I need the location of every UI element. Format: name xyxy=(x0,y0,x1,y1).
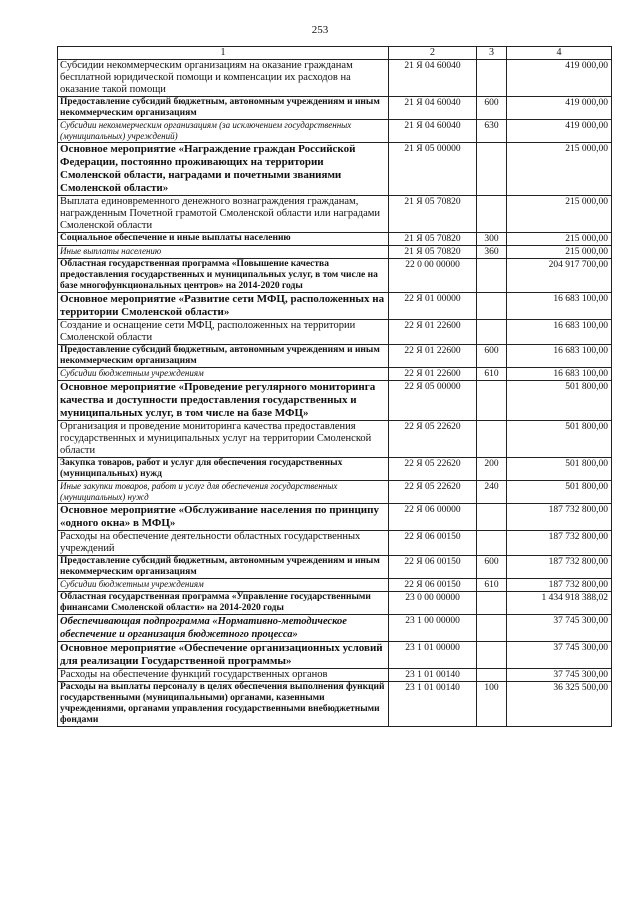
row-amount: 187 732 800,00 xyxy=(507,504,612,531)
row-code: 22 Я 05 00000 xyxy=(389,381,477,421)
row-expense-type xyxy=(477,421,507,458)
table-header-row xyxy=(58,47,612,60)
table-row xyxy=(58,246,612,259)
row-amount: 37 745 300,00 xyxy=(507,642,612,669)
row-expense-type: 240 xyxy=(477,481,507,504)
row-name: Предоставление субсидий бюджетным, автономным учреждениям и иным некоммерческим организациям xyxy=(58,97,389,120)
row-expense-type xyxy=(477,504,507,531)
row-name: Предоставление субсидий бюджетным, автономным учреждениям и иным некоммерческим организациям xyxy=(58,345,389,368)
table-row xyxy=(58,682,612,727)
row-expense-type: 100 xyxy=(477,682,507,727)
row-expense-type: 300 xyxy=(477,233,507,246)
row-name: Создание и оснащение сети МФЦ, расположенных на территории Смоленской области xyxy=(58,320,389,345)
row-name: Социальное обеспечение и иные выплаты населению xyxy=(58,233,389,246)
row-code: 22 Я 06 00000 xyxy=(389,504,477,531)
row-expense-type xyxy=(477,143,507,196)
header-col-1: 1 xyxy=(58,47,389,60)
row-amount: 501 800,00 xyxy=(507,481,612,504)
row-expense-type xyxy=(477,60,507,97)
row-code: 22 Я 05 22620 xyxy=(389,458,477,481)
row-name: Предоставление субсидий бюджетным, автономным учреждениям и иным некоммерческим организациям xyxy=(58,556,389,579)
header-col-2: 2 xyxy=(389,47,477,60)
row-expense-type: 600 xyxy=(477,345,507,368)
row-name: Субсидии бюджетным учреждениям xyxy=(58,579,389,592)
row-amount: 215 000,00 xyxy=(507,233,612,246)
row-name: Субсидии некоммерческим организациям на оказание гражданам бесплатной юридической помощи и компенсации их расходов на оказание такой помощи xyxy=(58,60,389,97)
row-name: Субсидии бюджетным учреждениям xyxy=(58,368,389,381)
row-amount: 204 917 700,00 xyxy=(507,259,612,293)
row-name: Закупка товаров, работ и услуг для обеспечения государственных (муниципальных) нужд xyxy=(58,458,389,481)
row-expense-type xyxy=(477,592,507,615)
page-number: 253 xyxy=(311,24,329,36)
row-code: 21 Я 04 60040 xyxy=(389,97,477,120)
table-row xyxy=(58,120,612,143)
table-row xyxy=(58,592,612,615)
row-amount: 501 800,00 xyxy=(507,458,612,481)
row-expense-type xyxy=(477,669,507,682)
row-code: 21 Я 05 00000 xyxy=(389,143,477,196)
row-name: Основное мероприятие «Обслуживание населения по принципу «одного окна» в МФЦ» xyxy=(58,504,389,531)
row-name: Областная государственная программа «Повышение качества предоставления государственных и муниципальных услуг, в том числе на базе многофункциональных центров» на 2014-2020 годы xyxy=(58,259,389,293)
row-amount: 187 732 800,00 xyxy=(507,531,612,556)
row-code: 21 Я 05 70820 xyxy=(389,233,477,246)
row-amount: 187 732 800,00 xyxy=(507,556,612,579)
row-amount: 16 683 100,00 xyxy=(507,320,612,345)
table-row xyxy=(58,531,612,556)
row-amount: 215 000,00 xyxy=(507,196,612,233)
row-name: Обеспечивающая подпрограмма «Нормативно-методическое обеспечение и организация бюджетного процесса» xyxy=(58,615,389,642)
table-row xyxy=(58,293,612,320)
row-code: 21 Я 05 70820 xyxy=(389,196,477,233)
budget-table xyxy=(57,46,612,727)
row-code: 21 Я 05 70820 xyxy=(389,246,477,259)
row-name: Выплата единовременного денежного вознаграждения гражданам, награжденным Почетной грамотой Смоленской области или наградами Смоленской области xyxy=(58,196,389,233)
row-name: Основное мероприятие «Развитие сети МФЦ, расположенных на территории Смоленской области» xyxy=(58,293,389,320)
row-amount: 501 800,00 xyxy=(507,421,612,458)
row-amount: 16 683 100,00 xyxy=(507,293,612,320)
row-expense-type xyxy=(477,381,507,421)
row-amount: 215 000,00 xyxy=(507,143,612,196)
row-name: Организация и проведение мониторинга качества предоставления государственных и муниципальных услуг на территории Смоленской области xyxy=(58,421,389,458)
row-expense-type: 600 xyxy=(477,556,507,579)
table-row xyxy=(58,143,612,196)
row-code: 22 Я 01 22600 xyxy=(389,320,477,345)
row-code: 22 Я 05 22620 xyxy=(389,481,477,504)
row-amount: 16 683 100,00 xyxy=(507,345,612,368)
row-expense-type xyxy=(477,531,507,556)
table-row xyxy=(58,642,612,669)
row-code: 21 Я 04 60040 xyxy=(389,60,477,97)
table-body xyxy=(58,60,612,727)
row-amount: 187 732 800,00 xyxy=(507,579,612,592)
row-code: 23 0 00 00000 xyxy=(389,592,477,615)
table-row xyxy=(58,368,612,381)
table-row xyxy=(58,259,612,293)
row-expense-type xyxy=(477,259,507,293)
row-expense-type: 610 xyxy=(477,579,507,592)
row-name: Расходы на выплаты персоналу в целях обеспечения выполнения функций государственными (муниципальными) органами, казенными учреждениями, органами управления государственными внебюджетными фондами xyxy=(58,682,389,727)
table-row xyxy=(58,233,612,246)
row-expense-type: 600 xyxy=(477,97,507,120)
table-row xyxy=(58,556,612,579)
row-code: 22 Я 06 00150 xyxy=(389,579,477,592)
row-amount: 36 325 500,00 xyxy=(507,682,612,727)
row-amount: 16 683 100,00 xyxy=(507,368,612,381)
row-code: 23 1 01 00140 xyxy=(389,682,477,727)
table-row xyxy=(58,320,612,345)
table-row xyxy=(58,421,612,458)
row-code: 22 Я 06 00150 xyxy=(389,556,477,579)
row-amount: 419 000,00 xyxy=(507,60,612,97)
table-row xyxy=(58,196,612,233)
row-expense-type xyxy=(477,293,507,320)
header-col-3: 3 xyxy=(477,47,507,60)
row-expense-type xyxy=(477,615,507,642)
table-row xyxy=(58,345,612,368)
row-amount: 215 000,00 xyxy=(507,246,612,259)
table-row xyxy=(58,381,612,421)
table-row xyxy=(58,60,612,97)
row-expense-type xyxy=(477,196,507,233)
row-code: 22 Я 05 22620 xyxy=(389,421,477,458)
row-name: Иные выплаты населению xyxy=(58,246,389,259)
table-row xyxy=(58,458,612,481)
row-expense-type: 360 xyxy=(477,246,507,259)
row-code: 23 1 01 00140 xyxy=(389,669,477,682)
row-code: 21 Я 04 60040 xyxy=(389,120,477,143)
row-amount: 37 745 300,00 xyxy=(507,615,612,642)
row-expense-type xyxy=(477,642,507,669)
table-row xyxy=(58,97,612,120)
row-name: Основное мероприятие «Награждение граждан Российской Федерации, постоянно проживающих на территории Смоленской области, наградами и почетными званиями Смоленской области» xyxy=(58,143,389,196)
header-col-4: 4 xyxy=(507,47,612,60)
table-row xyxy=(58,481,612,504)
row-amount: 419 000,00 xyxy=(507,97,612,120)
row-code: 22 0 00 00000 xyxy=(389,259,477,293)
row-name: Основное мероприятие «Проведение регулярного мониторинга качества и доступности предоставления государственных и муниципальных услуг, в том числе на базе МФЦ» xyxy=(58,381,389,421)
row-name: Расходы на обеспечение функций государственных органов xyxy=(58,669,389,682)
table-row xyxy=(58,615,612,642)
table-row xyxy=(58,504,612,531)
row-amount: 419 000,00 xyxy=(507,120,612,143)
row-expense-type xyxy=(477,320,507,345)
row-name: Субсидии некоммерческим организациям (за исключением государственных (муниципальных) учреждений) xyxy=(58,120,389,143)
row-code: 22 Я 01 22600 xyxy=(389,345,477,368)
row-amount: 37 745 300,00 xyxy=(507,669,612,682)
row-code: 22 Я 06 00150 xyxy=(389,531,477,556)
row-expense-type: 630 xyxy=(477,120,507,143)
row-amount: 501 800,00 xyxy=(507,381,612,421)
table-row xyxy=(58,669,612,682)
table-row xyxy=(58,579,612,592)
row-expense-type: 610 xyxy=(477,368,507,381)
row-code: 23 1 01 00000 xyxy=(389,642,477,669)
row-code: 22 Я 01 22600 xyxy=(389,368,477,381)
row-amount: 1 434 918 388,02 xyxy=(507,592,612,615)
row-name: Областная государственная программа «Управление государственными финансами Смоленской области» на 2014-2020 годы xyxy=(58,592,389,615)
row-name: Основное мероприятие «Обеспечение организационных условий для реализации Государственной программы» xyxy=(58,642,389,669)
row-name: Расходы на обеспечение деятельности областных государственных учреждений xyxy=(58,531,389,556)
row-code: 23 1 00 00000 xyxy=(389,615,477,642)
row-expense-type: 200 xyxy=(477,458,507,481)
row-name: Иные закупки товаров, работ и услуг для обеспечения государственных (муниципальных) нужд xyxy=(58,481,389,504)
row-code: 22 Я 01 00000 xyxy=(389,293,477,320)
